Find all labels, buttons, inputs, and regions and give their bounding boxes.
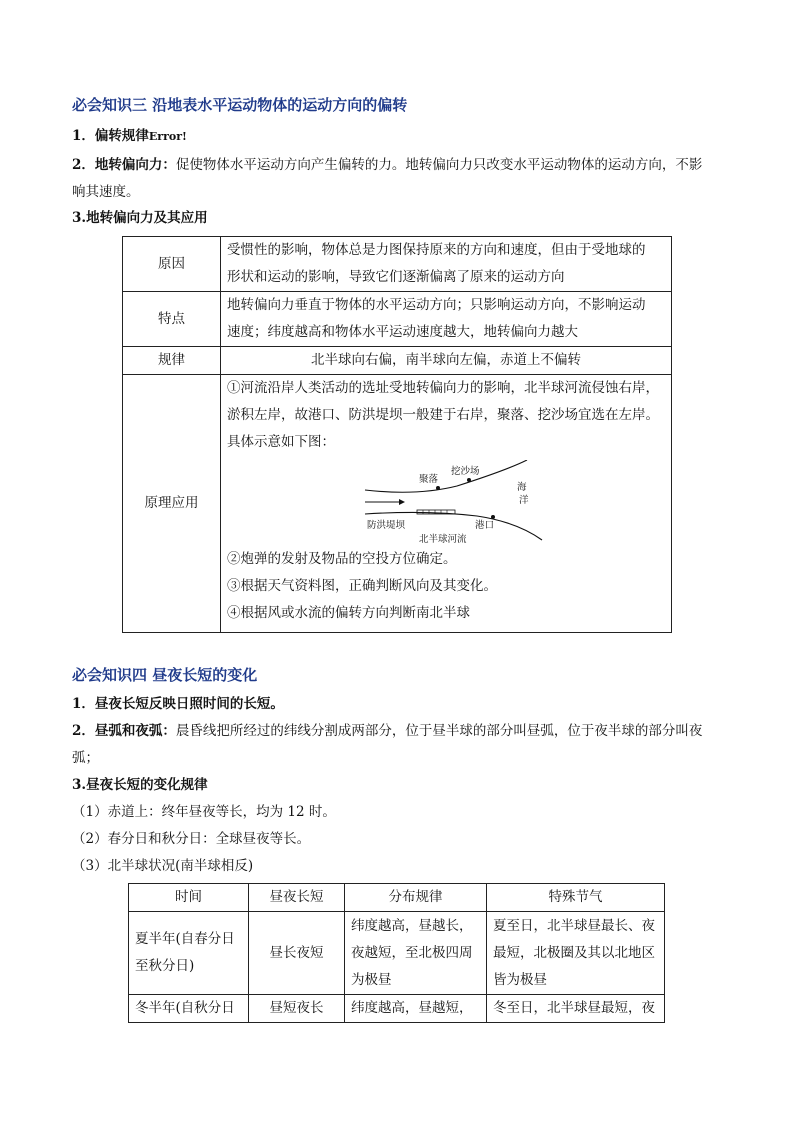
cell-length: 昼短夜长 [249, 995, 345, 1023]
section4-sub3: （3）北半球状况(南半球相反) [72, 858, 254, 874]
table-row [129, 912, 665, 995]
section4-item2 [72, 718, 732, 772]
row-head-cause: 原因 [123, 237, 221, 292]
table-row [123, 375, 672, 633]
item2-text-line2: 弧； [72, 750, 99, 766]
cell-line: 受惯性的影响，物体总是力图保持原来的方向和速度，但由于受地球的 [227, 242, 646, 258]
header-length: 昼夜长短 [249, 884, 345, 912]
item2-label: 2．昼弧和夜弧： [72, 723, 176, 739]
cell-line: 地转偏向力垂直于物体的水平运动方向；只影响运动方向，不影响运动 [227, 297, 646, 313]
label-river: 北半球河流 [419, 534, 467, 545]
header-time: 时间 [129, 884, 249, 912]
item2-text-line2: 响其速度。 [72, 184, 140, 200]
cell-line: 夜越短，至北极四周 [351, 944, 473, 961]
arrow-head-icon [399, 499, 405, 505]
table-row [123, 237, 672, 292]
cell-line: 形状和运动的影响，导致它们逐渐偏离了原来的运动方向 [227, 269, 565, 285]
cell-line: ②炮弹的发射及物品的空投方位确定。 [227, 551, 457, 567]
item1-error: Error! [148, 130, 187, 143]
river-left-bank [365, 460, 527, 492]
section4-sub1: （1）赤道上：终年昼夜等长，均为 12 时。 [72, 804, 336, 820]
cell-line: ③根据天气资料图，正确判断风向及其变化。 [227, 578, 497, 594]
cell-line: 纬度越高，昼越长， [351, 917, 473, 934]
settlement-dot [436, 486, 440, 490]
header-rule: 分布规律 [345, 884, 487, 912]
section3-title: 必会知识三 沿地表水平运动物体的运动方向的偏转 [72, 96, 408, 114]
cell-special [487, 912, 665, 995]
item1-label: 1．偏转规律 [72, 128, 149, 144]
cell-special: 冬至日，北半球昼最短，夜 [487, 995, 665, 1023]
cell-time [129, 912, 249, 995]
cell-line: 速度；纬度越高和物体水平运动速度越大，地转偏向力越大 [227, 324, 578, 340]
table-row [123, 292, 672, 347]
river-diagram [357, 460, 557, 546]
cell-line: 至秋分日) [135, 958, 195, 974]
row-head-feature: 特点 [123, 292, 221, 347]
cell-line: 为极昼 [351, 971, 392, 988]
cell-line: ①河流沿岸人类活动的选址受地转偏向力的影响，北半球河流侵蚀右岸， [227, 380, 659, 396]
header-special: 特殊节气 [487, 884, 665, 912]
label-levee: 防洪堤坝 [367, 520, 406, 531]
section4-item3: 3.昼夜长短的变化规律 [72, 777, 208, 793]
section4-item1: 1．昼夜长短反映日照时间的长短。 [72, 696, 284, 712]
section4-sub2: （2）春分日和秋分日：全球昼夜等长。 [72, 831, 311, 847]
cell-line: 淤积左岸，故港口、防洪堤坝一般建于右岸，聚落、挖沙场宜选在左岸。 [227, 407, 659, 423]
row-head-rule: 规律 [123, 347, 221, 375]
section3-item1 [72, 123, 187, 150]
coriolis-table [122, 236, 672, 633]
label-sandpit: 挖沙场 [451, 466, 480, 477]
cell-line: 最短，北极圈及其以北地区 [493, 944, 655, 961]
cell-rule [345, 912, 487, 995]
item2-text-line1: 促使物体水平运动方向产生偏转的力。地转偏向力只改变水平运动物体的运动方向，不影 [175, 157, 703, 173]
cell-time: 冬半年(自秋分日 [129, 995, 249, 1023]
row-head-application: 原理应用 [123, 375, 221, 633]
sandpit-dot [467, 478, 471, 482]
section3-item3: 3.地转偏向力及其应用 [72, 210, 208, 226]
cell-line: 夏至日，北半球昼最长、夜 [493, 917, 655, 934]
cell-line: ④根据风或水流的偏转方向判断南北半球 [227, 605, 470, 621]
item2-label: 2．地转偏向力： [72, 157, 176, 173]
label-port: 港口 [475, 520, 495, 531]
day-night-table [128, 883, 665, 1023]
cell-rule: 纬度越高，昼越短， [345, 995, 487, 1023]
cell-line: 具体示意如下图： [227, 434, 335, 450]
label-sea: 海 [517, 482, 527, 493]
row-cell-cause [221, 237, 672, 292]
row-cell-feature [221, 292, 672, 347]
table-row [129, 995, 665, 1023]
section3-item2 [72, 152, 732, 206]
item2-text-line1: 晨昏线把所经过的纬线分割成两部分，位于昼半球的部分叫昼弧，位于夜半球的部分叫夜 [175, 723, 703, 739]
table-header-row [129, 884, 665, 912]
label-settlement: 聚落 [419, 474, 439, 485]
row-cell-application [221, 375, 672, 633]
port-dot [491, 515, 495, 519]
cell-length: 昼长夜短 [249, 912, 345, 995]
section4-title: 必会知识四 昼夜长短的变化 [72, 666, 258, 684]
cell-line: 夏半年(自春分日 [135, 931, 235, 947]
label-sea2: 洋 [519, 495, 529, 506]
row-cell-rule: 北半球向右偏，南半球向左偏，赤道上不偏转 [221, 347, 672, 375]
cell-line: 皆为极昼 [493, 971, 547, 988]
table-row [123, 347, 672, 375]
